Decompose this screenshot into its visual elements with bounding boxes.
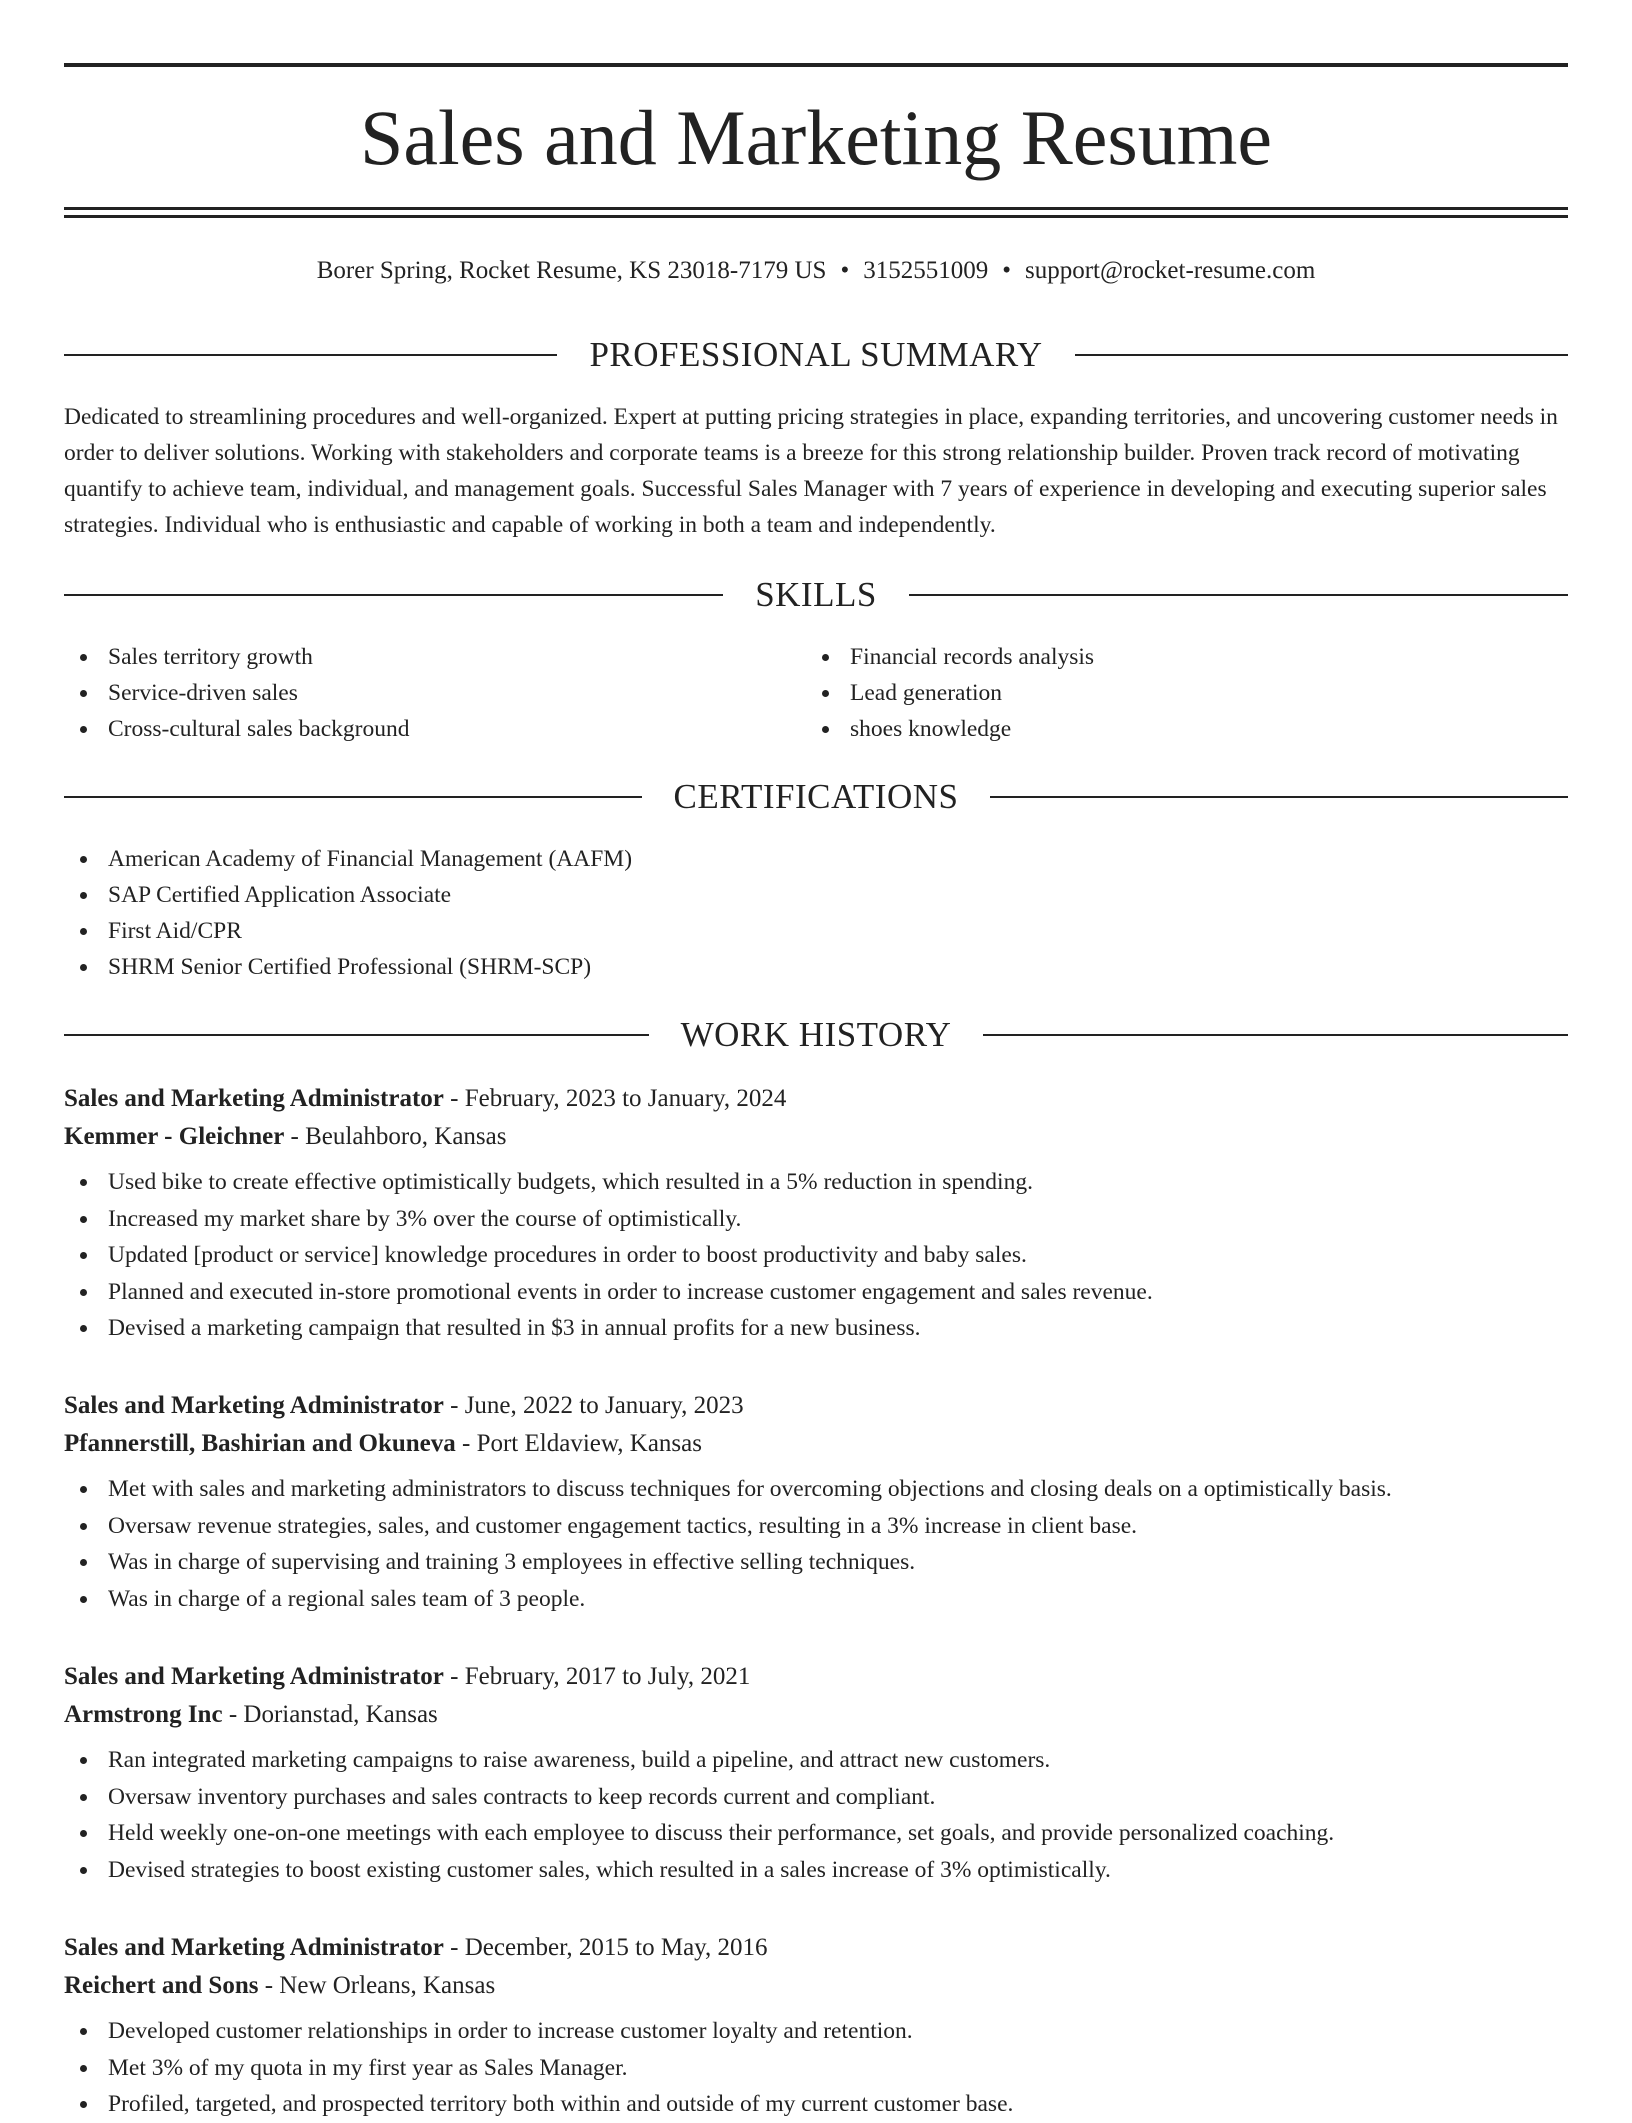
job-bullet: Met with sales and marketing administrators to discuss techniques for overcoming objections and closing deals on a optimistically basis. xyxy=(64,1471,1568,1508)
section-rule-right xyxy=(909,594,1568,596)
job-company-line xyxy=(64,1967,1568,2005)
section-title: CERTIFICATIONS xyxy=(673,777,959,816)
job-bullet: Profiled, targeted, and prospected territory both within and outside of my current customer base. xyxy=(64,2086,1568,2123)
header-top-rule xyxy=(64,63,1568,67)
skill-item: Cross-cultural sales background xyxy=(64,711,410,747)
job-bullet: Ran integrated marketing campaigns to raise awareness, build a pipeline, and attract new customers. xyxy=(64,1742,1568,1779)
job-title-line xyxy=(64,1658,1568,1696)
job-dates: - February, 2017 to July, 2021 xyxy=(443,1663,751,1690)
job-company: Pfannerstill, Bashirian and Okuneva xyxy=(64,1430,456,1457)
job-bullet: Was in charge of supervising and training 3 employees in effective selling techniques. xyxy=(64,1544,1568,1581)
section-rule-right xyxy=(983,1034,1568,1036)
section-rule-left xyxy=(64,354,557,356)
skill-item: Sales territory growth xyxy=(64,639,410,675)
job-title: Sales and Marketing Administrator xyxy=(64,1085,444,1112)
summary-paragraph: Dedicated to streamlining procedures and well-organized. Expert at putting pricing strategies in place, expanding territories, and uncovering customer needs in order to deliver solutions. Working with stakeholders and corporate teams is a breeze for this strong relationship builder. Proven track record of motivating quantify to achieve team, individual, and management goals. Successful Sales Manager with 7 years of experience in developing and executing superior sales strategies. Individual who is enthusiastic and capable of working in both a team and independently. xyxy=(64,404,1558,538)
section-rule-left xyxy=(64,796,642,798)
job-entry xyxy=(64,1929,1568,2123)
job-title-line xyxy=(64,1080,1568,1118)
job-bullet: Was in charge of a regional sales team of 3 people. xyxy=(64,1581,1568,1618)
job-title: Sales and Marketing Administrator xyxy=(64,1934,444,1961)
job-bullets xyxy=(64,1164,1568,1347)
section-header-skills xyxy=(64,573,1568,617)
job-bullet: Planned and executed in-store promotional events in order to increase customer engagement and sales revenue. xyxy=(64,1274,1568,1311)
header-double-rule-lower xyxy=(64,215,1568,218)
certification-item: SAP Certified Application Associate xyxy=(64,877,632,913)
section-title: SKILLS xyxy=(755,575,877,614)
job-bullet: Devised strategies to boost existing customer sales, which resulted in a sales increase of 3% optimistically. xyxy=(64,1852,1568,1889)
job-bullet: Devised a marketing campaign that resulted in $3 in annual profits for a new business. xyxy=(64,1310,1568,1347)
job-bullet: Oversaw inventory purchases and sales contracts to keep records current and compliant. xyxy=(64,1779,1568,1816)
job-company-line xyxy=(64,1696,1568,1734)
job-company: Armstrong Inc xyxy=(64,1701,223,1728)
section-header-summary xyxy=(64,333,1568,377)
job-entry xyxy=(64,1080,1568,1347)
contact-separator: • xyxy=(1002,257,1011,284)
job-title-line xyxy=(64,1929,1568,1967)
section-rule-right xyxy=(1075,354,1568,356)
job-location: - Beulahboro, Kansas xyxy=(284,1123,507,1150)
job-company: Reichert and Sons xyxy=(64,1972,259,1999)
section-title: PROFESSIONAL SUMMARY xyxy=(589,335,1043,374)
job-bullet: Developed customer relationships in order to increase customer loyalty and retention. xyxy=(64,2013,1568,2050)
job-company-line xyxy=(64,1118,1568,1156)
section-header-certifications xyxy=(64,775,1568,819)
job-bullet: Oversaw revenue strategies, sales, and customer engagement tactics, resulting in a 3% increase in client base. xyxy=(64,1508,1568,1545)
section-rule-right xyxy=(990,796,1568,798)
resume-title: Sales and Marketing Resume xyxy=(360,94,1272,181)
contact-email: support@rocket-resume.com xyxy=(1024,257,1316,284)
job-dates: - February, 2023 to January, 2024 xyxy=(443,1085,787,1112)
section-title: WORK HISTORY xyxy=(680,1015,952,1054)
job-bullet: Met 3% of my quota in my first year as Sales Manager. xyxy=(64,2050,1568,2087)
skill-item: shoes knowledge xyxy=(806,711,1094,747)
job-title-line xyxy=(64,1387,1568,1425)
contact-phone: 3152551009 xyxy=(863,257,989,284)
section-rule-left xyxy=(64,1034,649,1036)
skill-item: Lead generation xyxy=(806,675,1094,711)
contact-line xyxy=(64,253,1568,289)
job-bullet: Held weekly one-on-one meetings with each employee to discuss their performance, set goals, and provide personalized coaching. xyxy=(64,1815,1568,1852)
job-bullets xyxy=(64,1742,1568,1888)
job-location: - Port Eldaview, Kansas xyxy=(455,1430,702,1457)
skill-item: Service-driven sales xyxy=(64,675,410,711)
job-bullet: Increased my market share by 3% over the course of optimistically. xyxy=(64,1201,1568,1238)
certification-item: First Aid/CPR xyxy=(64,913,632,949)
job-title: Sales and Marketing Administrator xyxy=(64,1392,444,1419)
job-dates: - June, 2022 to January, 2023 xyxy=(443,1392,744,1419)
header-double-rule-upper xyxy=(64,207,1568,210)
skills-list-left xyxy=(64,639,410,747)
job-entry xyxy=(64,1387,1568,1617)
skill-item: Financial records analysis xyxy=(806,639,1094,675)
job-bullets xyxy=(64,2013,1568,2123)
skills-list-right xyxy=(806,639,1094,747)
job-location: - Dorianstad, Kansas xyxy=(222,1701,438,1728)
job-dates: - December, 2015 to May, 2016 xyxy=(443,1934,768,1961)
job-location: - New Orleans, Kansas xyxy=(258,1972,496,1999)
certifications-list xyxy=(64,841,632,985)
job-company-line xyxy=(64,1425,1568,1463)
contact-separator: • xyxy=(840,257,850,284)
job-bullet: Updated [product or service] knowledge procedures in order to boost productivity and baby sales. xyxy=(64,1237,1568,1274)
job-bullet: Used bike to create effective optimistically budgets, which resulted in a 5% reduction in spending. xyxy=(64,1164,1568,1201)
job-entry xyxy=(64,1658,1568,1888)
job-company: Kemmer - Gleichner xyxy=(64,1123,285,1150)
job-bullets xyxy=(64,1471,1568,1617)
job-title: Sales and Marketing Administrator xyxy=(64,1663,444,1690)
certification-item: SHRM Senior Certified Professional (SHRM-SCP) xyxy=(64,949,632,985)
section-rule-left xyxy=(64,594,723,596)
certification-item: American Academy of Financial Management (AAFM) xyxy=(64,841,632,877)
contact-address: Borer Spring, Rocket Resume, KS 23018-7179 US xyxy=(316,257,827,284)
section-header-work-history xyxy=(64,1013,1568,1057)
